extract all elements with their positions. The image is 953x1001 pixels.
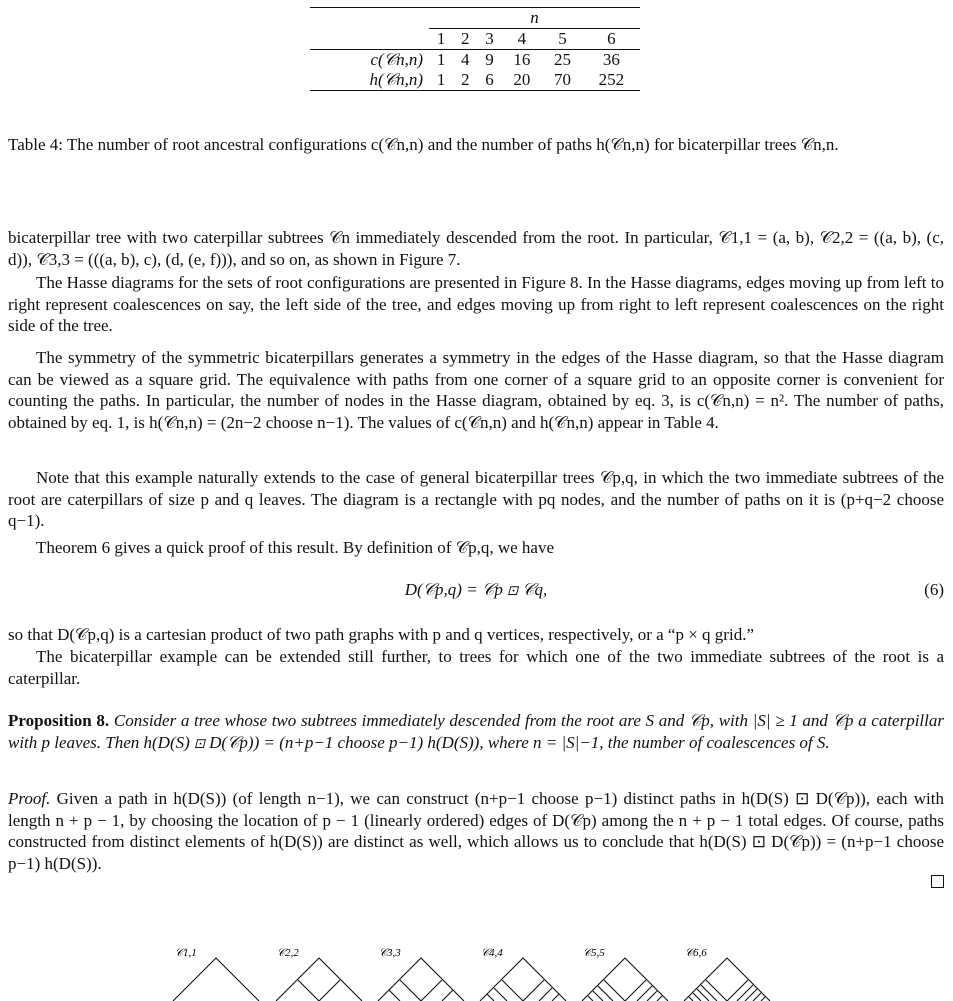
qed-symbol xyxy=(931,875,944,888)
table-4 xyxy=(310,7,640,91)
tree-label-c55: 𝒞5,5 xyxy=(583,947,605,959)
equation-number: (6) xyxy=(924,580,944,599)
table-cell: 9 xyxy=(485,50,494,69)
proof-text: Given a path in h(D(S)) (of length n−1), we can construct (n+p−1 choose p−1) distinct paths in h(D(S) ⊡ D(𝒞p)), each with length n + p − 1, by choosing the location of p − 1 (linearly ordered) edges of D(𝒞p) among the n + p − 1 total edges. Of course, paths constructed from distinct elements of h(D(S)) are distinct as well, which allows us to conclude that h(D(S) ⊡ D(𝒞p)) = (n+p−1 choose p−1) h(D(S)). xyxy=(8,789,945,873)
paragraph-6: so that D(𝒞p,q) is a cartesian product of two path graphs with p and q vertices, respectively, or a “p × q grid.” xyxy=(8,625,754,644)
equation-body: D(𝒞p,q) = 𝒞p ⊡ 𝒞q, xyxy=(404,580,548,599)
proposition-text: Consider a tree whose two subtrees immediately descended from the root are S and 𝒞p, with |S| ≥ 1 and 𝒞p a caterpillar with p leaves. Then h(D(S) ⊡ D(𝒞p)) = (n+p−1 choose p−1) h(D(S)), where n = |S|−1, the number of coalescences of S. xyxy=(8,711,944,752)
paragraph-3: The symmetry of the symmetric bicaterpillars generates a symmetry in the edges of the Hasse diagram, so that the Hasse diagram can be viewed as a square grid. The equivalence with paths from one corner of a square grid to an opposite corner is convenient for counting the paths. In particular, the number of nodes in the Hasse diagram, obtained by eq. 3, is c(𝒞n,n) = n². The number of paths, obtained by eq. 1, is h(𝒞n,n) = (2n−2 choose n−1). The values of c(𝒞n,n) and h(𝒞n,n) appear in Table 4. xyxy=(8,348,944,432)
tree-c22 xyxy=(276,958,362,1001)
table-row-label-h: h(𝒞n,n) xyxy=(369,70,423,89)
tree-c55 xyxy=(582,958,668,1001)
proof-title: Proof. xyxy=(8,789,51,808)
proposition-title: Proposition 8. xyxy=(8,711,110,730)
table-cell: 6 xyxy=(485,70,494,89)
tree-label-c66: 𝒞6,6 xyxy=(685,947,707,959)
table-col-5: 5 xyxy=(542,29,583,50)
table-cell: 2 xyxy=(461,70,470,89)
bicaterpillar-tree-figure xyxy=(0,940,953,1001)
table-cell: 1 xyxy=(436,70,446,89)
paragraph-7: The bicaterpillar example can be extended still further, to trees for which one of the two immediate subtrees of the root is a caterpillar. xyxy=(8,647,944,688)
paragraph-2: The Hasse diagrams for the sets of root configurations are presented in Figure 8. In the Hasse diagrams, edges moving up from left to right represent coalescences on say, the left side of the tree, and edges moving up from right to left represent coalescences on the right side of the tree. xyxy=(8,273,944,335)
tree-c66 xyxy=(684,958,770,1001)
equation-6 xyxy=(8,580,944,604)
table-cell: 1 xyxy=(436,50,446,69)
tree-label-c44: 𝒞4,4 xyxy=(481,947,503,959)
paragraph-1: bicaterpillar tree with two caterpillar subtrees 𝒞n immediately descended from the root. In particular, 𝒞1,1 = (a, b), 𝒞2,2 = ((a, b), (c, d)), 𝒞3,3 = (((a, b), c), (d, (e, f))), and so on, as shown in Figure 7. xyxy=(8,228,944,269)
proposition-8 xyxy=(8,710,944,753)
table-row-label-c: c(𝒞n,n) xyxy=(370,50,423,69)
tree-label-c22: 𝒞2,2 xyxy=(277,947,299,959)
tree-c33 xyxy=(378,958,464,1001)
paragraph-4: Note that this example naturally extends to the case of general bicaterpillar trees 𝒞p,q, in which the two immediate subtrees of the root are caterpillars of size p and q leaves. The diagram is a rectangle with pq nodes, and the number of paths on it is (p+q−2 choose q−1). xyxy=(8,468,944,530)
table-cell: 70 xyxy=(554,70,571,89)
table-col-4: 4 xyxy=(502,29,543,50)
tree-label-c11: 𝒞1,1 xyxy=(175,947,197,959)
table-col-1: 1 xyxy=(429,29,453,50)
tree-label-c33: 𝒞3,3 xyxy=(379,947,401,959)
table-col-3: 3 xyxy=(477,29,501,50)
table-cell: 20 xyxy=(513,70,531,89)
table-cell: 25 xyxy=(554,50,571,69)
table-cell: 16 xyxy=(513,50,531,69)
table-cell: 36 xyxy=(602,50,620,69)
tree-c44 xyxy=(480,958,566,1001)
table-col-2: 2 xyxy=(453,29,477,50)
table-cell: 252 xyxy=(598,70,625,89)
table-header-n: n xyxy=(530,8,539,27)
paragraph-5: Theorem 6 gives a quick proof of this result. By definition of 𝒞p,q, we have xyxy=(36,538,555,557)
table-caption: Table 4: The number of root ancestral configurations c(𝒞n,n) and the number of paths h(𝒞n,n) for bicaterpillar trees 𝒞n,n. xyxy=(8,135,839,154)
proof xyxy=(8,788,944,874)
table-col-6: 6 xyxy=(583,29,640,50)
tree-c11 xyxy=(173,958,259,1001)
table-cell: 4 xyxy=(461,50,470,69)
